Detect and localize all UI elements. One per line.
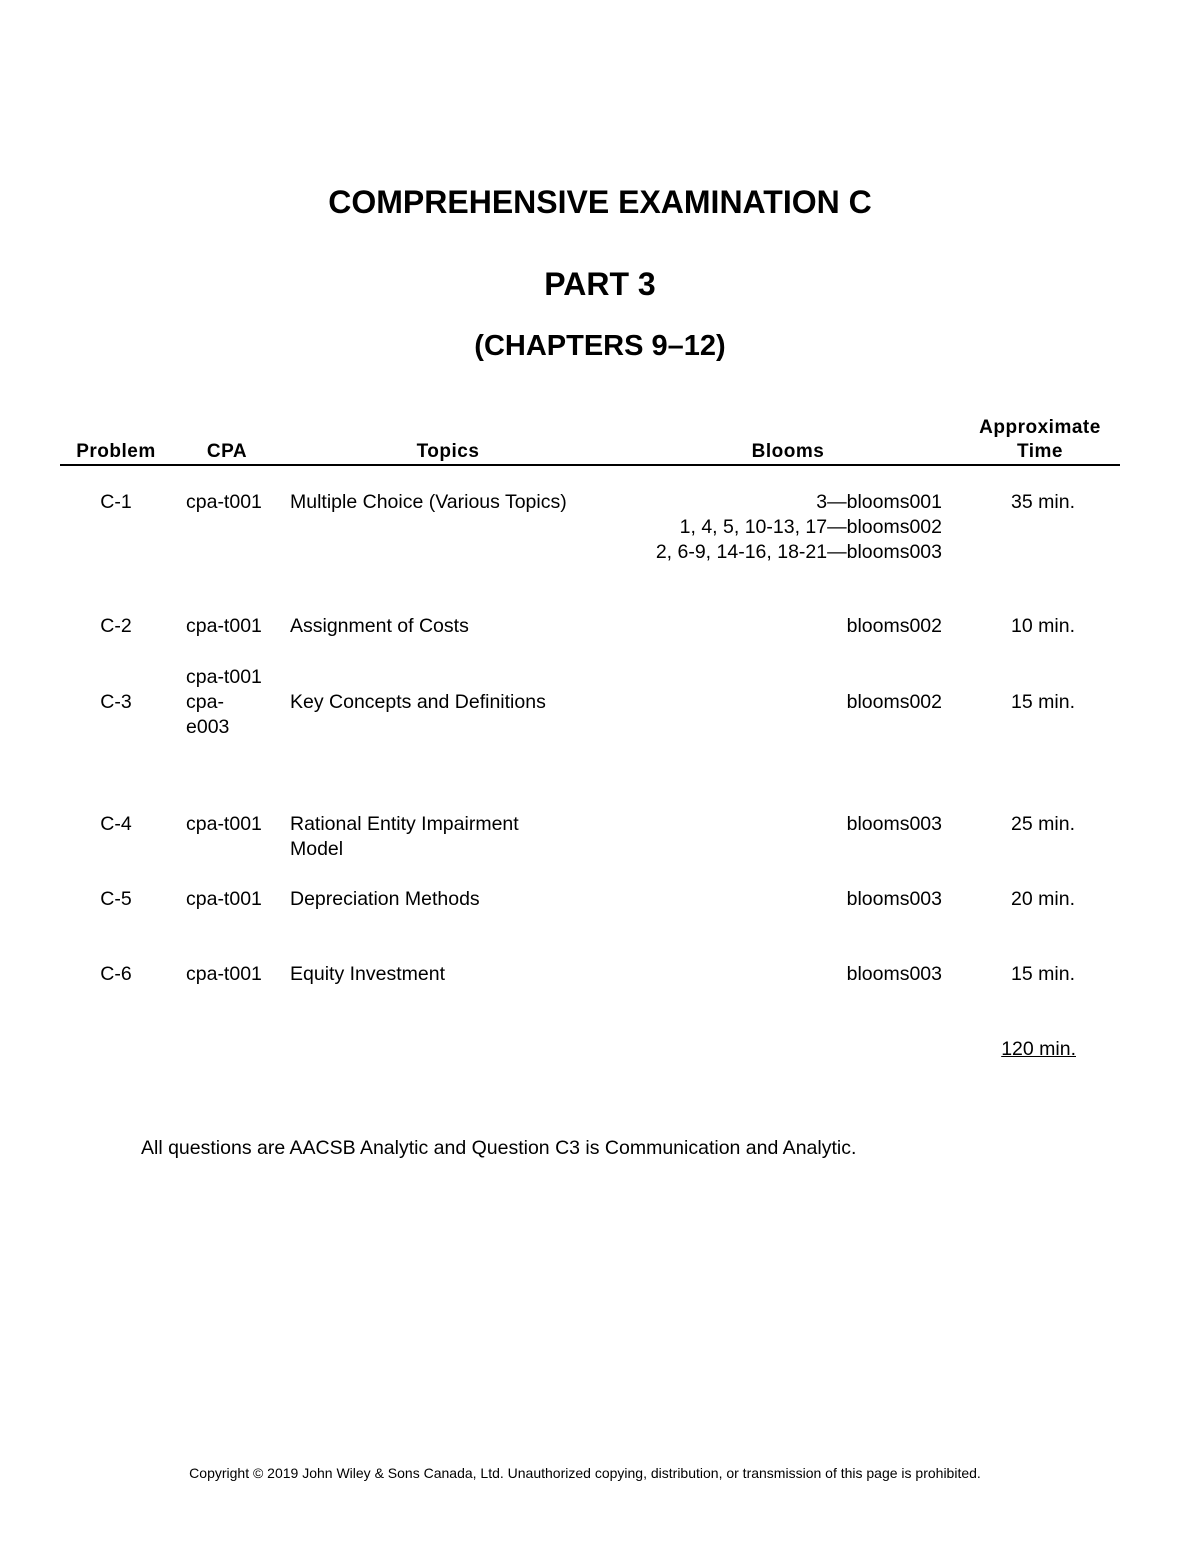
cell-topics-line: Depreciation Methods: [290, 888, 480, 910]
document-title: COMPREHENSIVE EXAMINATION C: [328, 184, 872, 220]
cell-cpa-line: cpa-t001: [186, 813, 262, 835]
aacsb-note: All questions are AACSB Analytic and Question C3 is Communication and Analytic.: [141, 1137, 857, 1159]
cell-problem: C-4: [100, 813, 132, 835]
cell-time: 15 min.: [1011, 963, 1075, 985]
header-time: [960, 416, 1120, 464]
cell-cpa: [186, 962, 286, 987]
header-time-line1: Approximate: [979, 417, 1101, 438]
cell-time: 35 min.: [1011, 491, 1075, 513]
cell-blooms: [600, 690, 942, 715]
cell-time: 25 min.: [1011, 813, 1075, 835]
cell-topics-line: Model: [290, 838, 344, 860]
cell-topics: [290, 490, 620, 515]
cell-blooms: [600, 490, 942, 565]
cell-cpa: [186, 665, 286, 740]
cell-blooms-line: blooms003: [846, 963, 942, 985]
cell-time: 10 min.: [1011, 615, 1075, 637]
cell-blooms-line: 1, 4, 5, 10-13, 17—blooms002: [679, 516, 942, 538]
header-topics: Topics: [416, 441, 480, 462]
cell-problem: C-3: [100, 691, 132, 713]
cell-topics-line: Assignment of Costs: [290, 615, 469, 637]
cell-cpa: [186, 887, 286, 912]
cell-topics-line: Rational Entity Impairment: [290, 813, 519, 835]
cell-blooms-line: blooms003: [846, 888, 942, 910]
cell-cpa: [186, 614, 286, 639]
total-time-value: 120 min.: [1001, 1038, 1076, 1060]
header-blooms: Blooms: [751, 441, 825, 462]
cell-cpa: [186, 490, 286, 515]
header-time-line2: Time: [1016, 441, 1063, 462]
cell-problem: C-2: [100, 615, 132, 637]
cell-topics: [290, 690, 620, 715]
cell-cpa-line: cpa-t001: [186, 666, 262, 688]
part-title: PART 3: [544, 266, 656, 302]
cell-cpa-line: cpa-t001: [186, 888, 262, 910]
cell-time: 20 min.: [1011, 888, 1075, 910]
cell-time: 15 min.: [1011, 691, 1075, 713]
cell-cpa-line: e003: [186, 716, 230, 738]
cell-blooms: [600, 887, 942, 912]
header-problem: Problem: [76, 441, 156, 462]
cell-topics-line: Equity Investment: [290, 963, 445, 985]
cell-blooms-line: blooms002: [846, 615, 942, 637]
header-rule: [60, 464, 1120, 466]
cell-topics-line: Key Concepts and Definitions: [290, 691, 546, 713]
cell-blooms: [600, 962, 942, 987]
cell-blooms-line: blooms003: [846, 813, 942, 835]
cell-topics: [290, 887, 620, 912]
cell-cpa-line: cpa-t001: [186, 491, 262, 513]
cell-cpa: [186, 812, 286, 837]
cell-blooms-line: 3—blooms001: [816, 491, 942, 513]
cell-blooms-line: 2, 6-9, 14-16, 18-21—blooms003: [655, 541, 942, 563]
cell-problem: C-5: [100, 888, 132, 910]
total-time: [940, 1037, 1076, 1062]
cell-blooms: [600, 614, 942, 639]
cell-topics: [290, 614, 620, 639]
cell-problem: C-6: [100, 963, 132, 985]
cell-topics: [290, 812, 620, 862]
chapters-subtitle: (CHAPTERS 9–12): [474, 330, 726, 362]
cell-cpa-line: cpa-: [186, 691, 224, 713]
cell-blooms-line: blooms002: [846, 691, 942, 713]
cell-cpa-line: cpa-t001: [186, 615, 262, 637]
cell-blooms: [600, 812, 942, 837]
cell-topics: [290, 962, 620, 987]
cell-topics-line: Multiple Choice (Various Topics): [290, 491, 567, 513]
cell-cpa-line: cpa-t001: [186, 963, 262, 985]
copyright-notice: Copyright © 2019 John Wiley & Sons Canada, Ltd. Unauthorized copying, distribution, or transmission of this page is prohibited.: [189, 1465, 981, 1481]
cell-problem: C-1: [100, 491, 132, 513]
header-cpa: CPA: [206, 441, 248, 462]
